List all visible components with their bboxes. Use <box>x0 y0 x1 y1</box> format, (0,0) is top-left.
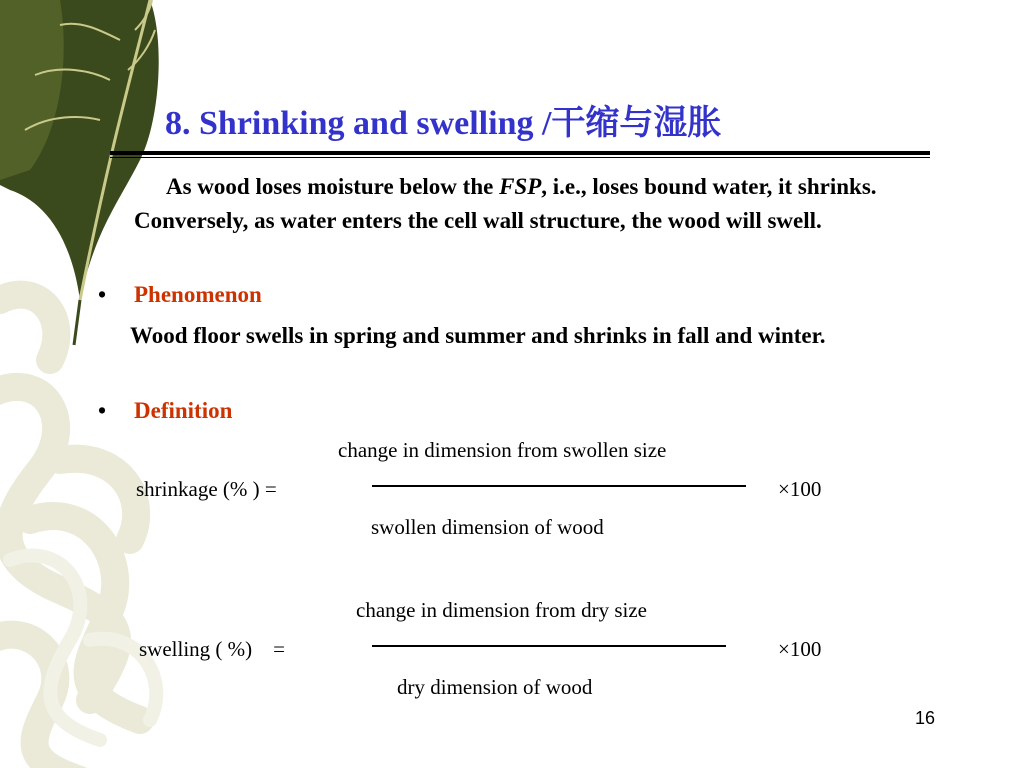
swelling-denominator: dry dimension of wood <box>397 675 593 699</box>
phenomenon-paragraph: Wood floor swells in spring and summer and shrinks in fall and winter. <box>130 323 826 348</box>
shrinkage-fraction-bar <box>372 485 746 487</box>
bullet-marker: • <box>98 398 107 423</box>
page-number: 16 <box>915 708 936 728</box>
swirl-pattern <box>0 295 140 768</box>
bullet-definition: Definition <box>134 398 233 423</box>
intro-text-part2: , i.e., loses bound water, it shrinks. Conversely, as water enters the cell wall structure, the wood will swell. <box>134 174 877 233</box>
fsp-term: FSP <box>499 174 542 199</box>
shrinkage-multiplier: ×100 <box>778 477 822 501</box>
shrinkage-numerator: change in dimension from swollen size <box>338 438 667 462</box>
intro-text-part1: As wood loses moisture below the <box>166 174 500 199</box>
swelling-fraction-bar <box>372 645 726 647</box>
bullet-phenomenon: Phenomenon <box>134 282 262 307</box>
title-underline-thin <box>110 157 930 158</box>
intro-paragraph <box>134 170 974 238</box>
shrinkage-denominator: swollen dimension of wood <box>371 515 604 539</box>
swelling-multiplier: ×100 <box>778 637 822 661</box>
shrinkage-lhs: shrinkage (% ) = <box>136 477 277 501</box>
swelling-lhs: swelling ( %) = <box>139 637 285 661</box>
title-underline-thick <box>110 151 930 155</box>
swelling-numerator: change in dimension from dry size <box>356 598 648 622</box>
slide-title: 8. Shrinking and swelling /干缩与湿胀 <box>165 105 722 142</box>
bullet-marker: • <box>98 282 107 307</box>
